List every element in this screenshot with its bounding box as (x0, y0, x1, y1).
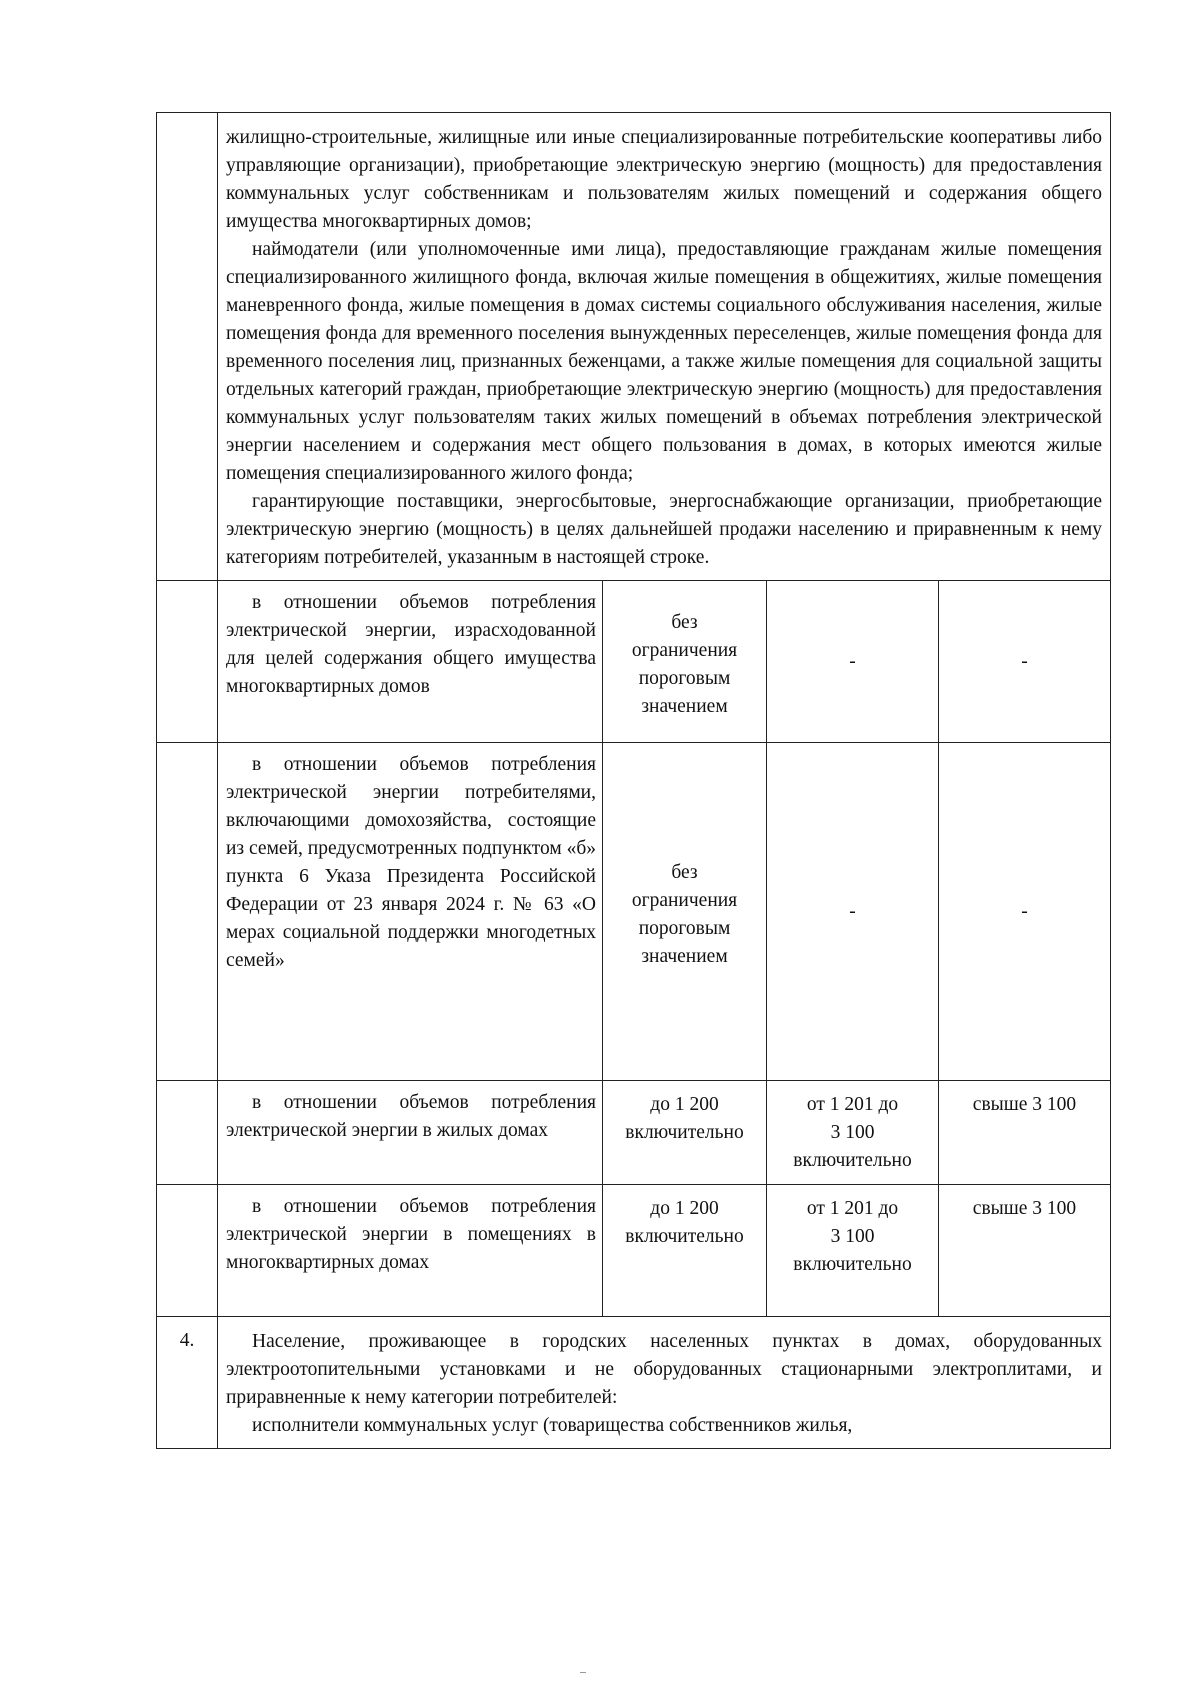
sub-description-text: в отношении объемов потребления электрической энергии в жилых домах (226, 1092, 596, 1141)
range2-cell (767, 1081, 939, 1185)
range3-cell: свыше 3 100 (939, 1185, 1111, 1317)
number-cell (157, 113, 218, 581)
range2-line: включительно (793, 1150, 912, 1171)
range1-line: пороговым (638, 667, 731, 689)
range3-cell: - (939, 743, 1111, 1081)
sub-description-text: в отношении объемов потребления электрической энергии, израсходованной для целей содержания общего имущества многоквартирных домов (226, 592, 596, 697)
table-row-continuation (157, 113, 1111, 581)
range1-cell (603, 581, 767, 743)
range1-cell (603, 1081, 767, 1185)
range1-line: до 1 200 (650, 1198, 719, 1219)
consumer-description-cell (218, 1317, 1111, 1449)
range1-line: значением (641, 945, 728, 967)
consumer-description-cell (218, 113, 1111, 581)
paragraph-population: Население, проживающее в городских населенных пунктах в домах, оборудованных электроотопительными установками и не оборудованных стационарными электроплитами, и приравненные к нему категории потребителей: (226, 1331, 1102, 1408)
range1-line: ограничения (631, 889, 738, 911)
sub-description-cell (218, 743, 603, 1081)
range2-cell (767, 1185, 939, 1317)
range2-cell: - (767, 581, 939, 743)
paragraph-cooperatives: жилищно-строительные, жилищные или иные специализированные потребительские кооперативы либо управляющие организации), приобретающие электрическую энергию (мощность) для предоставления коммунальных услуг собственникам и пользователям жилых помещений и содержания общего имущества многоквартирных домов; (226, 127, 1102, 232)
range1-line: без (671, 861, 698, 883)
range1-cell (603, 1185, 767, 1317)
sub-description-cell (218, 1185, 603, 1317)
range1-line: без (671, 611, 698, 633)
paragraph-landlords: наймодатели (или уполномоченные ими лица), предоставляющие гражданам жилые помещения специализированного жилищного фонда, включая жилые помещения в общежитиях, жилые помещения маневренного фонда, жилые помещения в домах системы социального обслуживания населения, жилые помещения фонда для временного поселения вынужденных переселенцев, жилые помещения фонда для временного поселения лиц, признанных беженцами, а также жилые помещения для социальной защиты отдельных категорий граждан, приобретающие электрическую энергию (мощность) для предоставления коммунальных услуг пользователям таких жилых помещений в объемах потребления электрической энергии населением и содержания мест общего пользования в домах, в которых имеются жилые помещения специализированного жилого фонда; (226, 239, 1102, 484)
range3-cell: - (939, 581, 1111, 743)
range2-line: включительно (793, 1254, 912, 1275)
table-row-4 (157, 1317, 1111, 1449)
table-row (157, 1185, 1111, 1317)
sub-description-cell (218, 1081, 603, 1185)
range1-line: включительно (625, 1122, 744, 1143)
number-cell (157, 1185, 218, 1317)
range1-line: включительно (625, 1226, 744, 1247)
range2-cell: - (767, 743, 939, 1081)
page-mark (580, 1672, 586, 1673)
sub-description-text: в отношении объемов потребления электрической энергии потребителями, включающими домохозяйства, состоящие из семей, предусмотренных подпунктом «б» пункта 6 Указа Президента Российской Федерации от 23 января 2024 г. № 63 «О мерах социальной поддержки многодетных семей» (226, 754, 596, 971)
number-cell (157, 743, 218, 1081)
range2-line: от 1 201 до (806, 1198, 899, 1219)
range3-cell: свыше 3 100 (939, 1081, 1111, 1185)
number-cell (157, 581, 218, 743)
number-cell (157, 1081, 218, 1185)
paragraph-executors: исполнители коммунальных услуг (товарищества собственников жилья, (252, 1415, 853, 1436)
table-row (157, 743, 1111, 1081)
table-row (157, 581, 1111, 743)
table-row (157, 1081, 1111, 1185)
range1-line: до 1 200 (650, 1094, 719, 1115)
sub-description-text: в отношении объемов потребления электрической энергии в помещениях в многоквартирных домах (226, 1196, 596, 1273)
sub-description-cell (218, 581, 603, 743)
paragraph-suppliers: гарантирующие поставщики, энергосбытовые, энергоснабжающие организации, приобретающие электрическую энергию (мощность) в целях дальнейшей продажи населению и приравненным к нему категориям потребителей, указанным в настоящей строке. (226, 491, 1102, 568)
range2-line: 3 100 (830, 1226, 875, 1247)
range1-line: значением (641, 695, 728, 717)
range2-line: от 1 201 до (806, 1094, 899, 1115)
range1-line: ограничения (631, 639, 738, 661)
tariff-table (156, 112, 1111, 1449)
range1-line: пороговым (638, 917, 731, 939)
range1-cell (603, 743, 767, 1081)
row-number: 4. (157, 1317, 218, 1449)
range2-line: 3 100 (830, 1122, 875, 1143)
